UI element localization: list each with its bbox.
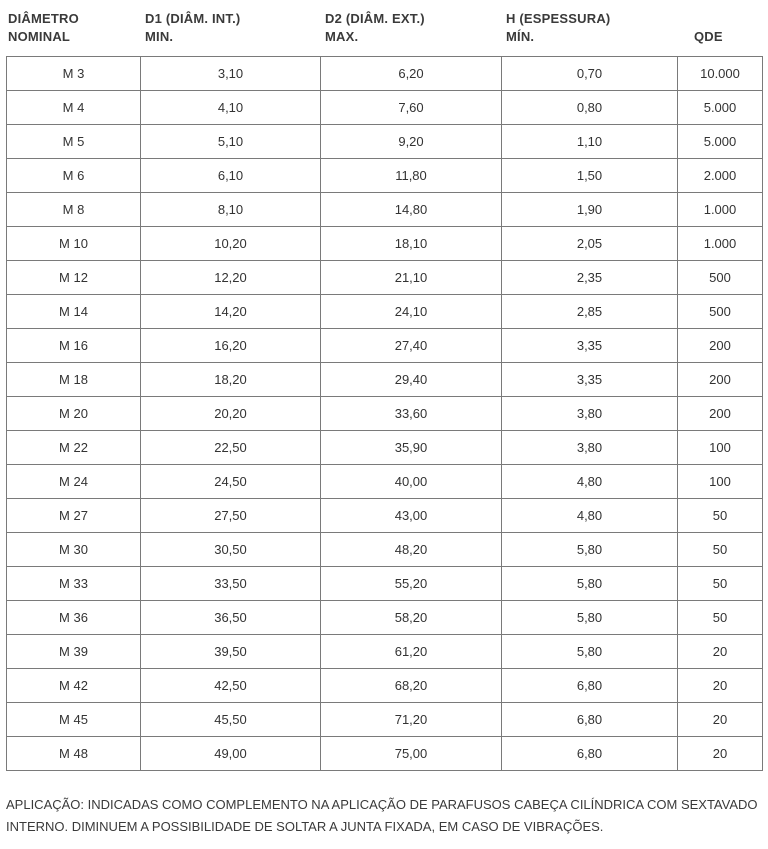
cell-d1-min: 45,50 xyxy=(141,703,321,737)
table-row xyxy=(7,567,763,601)
table-header xyxy=(6,10,762,56)
cell-diametro-nominal: M 36 xyxy=(7,601,141,635)
cell-d1-min: 33,50 xyxy=(141,567,321,601)
cell-d1-min: 6,10 xyxy=(141,159,321,193)
cell-h-min: 6,80 xyxy=(502,669,678,703)
header-label-line: D1 (DIÂM. INT.) xyxy=(145,11,241,26)
application-note-line: INTERNO. DIMINUEM A POSSIBILIDADE DE SOLTAR A JUNTA FIXADA, EM CASO DE VIBRAÇÕES. xyxy=(6,819,604,834)
cell-d1-min: 42,50 xyxy=(141,669,321,703)
table-row xyxy=(7,363,763,397)
cell-diametro-nominal: M 12 xyxy=(7,261,141,295)
cell-diametro-nominal: M 8 xyxy=(7,193,141,227)
cell-qde: 5.000 xyxy=(678,91,763,125)
cell-d1-min: 36,50 xyxy=(141,601,321,635)
cell-diametro-nominal: M 24 xyxy=(7,465,141,499)
cell-d2-max: 68,20 xyxy=(321,669,502,703)
cell-diametro-nominal: M 45 xyxy=(7,703,141,737)
header-label-line: NOMINAL xyxy=(8,29,71,44)
cell-qde: 5.000 xyxy=(678,125,763,159)
header-label-line: MIN. xyxy=(145,29,174,44)
cell-d1-min: 12,20 xyxy=(141,261,321,295)
cell-h-min: 6,80 xyxy=(502,703,678,737)
cell-qde: 200 xyxy=(678,329,763,363)
cell-qde: 500 xyxy=(678,261,763,295)
cell-d2-max: 11,80 xyxy=(321,159,502,193)
cell-d2-max: 24,10 xyxy=(321,295,502,329)
cell-d1-min: 8,10 xyxy=(141,193,321,227)
cell-diametro-nominal: M 30 xyxy=(7,533,141,567)
cell-h-min: 4,80 xyxy=(502,465,678,499)
cell-d1-min: 16,20 xyxy=(141,329,321,363)
cell-d1-min: 5,10 xyxy=(141,125,321,159)
cell-d2-max: 9,20 xyxy=(321,125,502,159)
cell-d1-min: 22,50 xyxy=(141,431,321,465)
cell-diametro-nominal: M 39 xyxy=(7,635,141,669)
table-row xyxy=(7,669,763,703)
cell-h-min: 0,80 xyxy=(502,91,678,125)
header-label-line: QDE xyxy=(694,29,723,44)
cell-d2-max: 33,60 xyxy=(321,397,502,431)
cell-diametro-nominal: M 27 xyxy=(7,499,141,533)
cell-d1-min: 27,50 xyxy=(141,499,321,533)
cell-diametro-nominal: M 4 xyxy=(7,91,141,125)
header-label-line: DIÂMETRO xyxy=(8,11,79,26)
cell-d2-max: 14,80 xyxy=(321,193,502,227)
cell-d2-max: 71,20 xyxy=(321,703,502,737)
header-label-line: D2 (DIÂM. EXT.) xyxy=(325,11,425,26)
table-row xyxy=(7,91,763,125)
cell-qde: 50 xyxy=(678,567,763,601)
cell-h-min: 3,80 xyxy=(502,431,678,465)
washer-dimensions-table xyxy=(6,56,763,771)
cell-diametro-nominal: M 16 xyxy=(7,329,141,363)
cell-d1-min: 14,20 xyxy=(141,295,321,329)
cell-d2-max: 61,20 xyxy=(321,635,502,669)
cell-d1-min: 18,20 xyxy=(141,363,321,397)
cell-qde: 20 xyxy=(678,635,763,669)
cell-qde: 100 xyxy=(678,431,763,465)
cell-d2-max: 75,00 xyxy=(321,737,502,771)
cell-h-min: 6,80 xyxy=(502,737,678,771)
cell-diametro-nominal: M 33 xyxy=(7,567,141,601)
cell-diametro-nominal: M 14 xyxy=(7,295,141,329)
cell-h-min: 5,80 xyxy=(502,567,678,601)
header-label-line: MAX. xyxy=(325,29,359,44)
cell-qde: 100 xyxy=(678,465,763,499)
cell-qde: 50 xyxy=(678,533,763,567)
cell-diametro-nominal: M 10 xyxy=(7,227,141,261)
cell-h-min: 5,80 xyxy=(502,635,678,669)
table-row xyxy=(7,227,763,261)
header-label-line: MÍN. xyxy=(506,29,535,44)
table-row xyxy=(7,57,763,91)
table-row xyxy=(7,193,763,227)
cell-qde: 20 xyxy=(678,737,763,771)
cell-h-min: 5,80 xyxy=(502,533,678,567)
application-note xyxy=(6,794,762,838)
cell-diametro-nominal: M 6 xyxy=(7,159,141,193)
table-row xyxy=(7,261,763,295)
cell-h-min: 2,05 xyxy=(502,227,678,261)
cell-h-min: 3,35 xyxy=(502,363,678,397)
header-label-line: H (ESPESSURA) xyxy=(506,11,611,26)
cell-d1-min: 30,50 xyxy=(141,533,321,567)
table-row xyxy=(7,159,763,193)
cell-h-min: 5,80 xyxy=(502,601,678,635)
cell-h-min: 2,35 xyxy=(502,261,678,295)
table-body xyxy=(7,57,763,771)
cell-d2-max: 55,20 xyxy=(321,567,502,601)
table-row xyxy=(7,329,763,363)
cell-d2-max: 58,20 xyxy=(321,601,502,635)
cell-diametro-nominal: M 18 xyxy=(7,363,141,397)
cell-qde: 20 xyxy=(678,669,763,703)
table-row xyxy=(7,465,763,499)
cell-d1-min: 24,50 xyxy=(141,465,321,499)
table-row xyxy=(7,635,763,669)
cell-d2-max: 27,40 xyxy=(321,329,502,363)
table-row xyxy=(7,125,763,159)
cell-d2-max: 43,00 xyxy=(321,499,502,533)
header-h xyxy=(506,10,610,46)
cell-qde: 1.000 xyxy=(678,193,763,227)
cell-h-min: 3,35 xyxy=(502,329,678,363)
cell-diametro-nominal: M 3 xyxy=(7,57,141,91)
table-row xyxy=(7,499,763,533)
cell-d1-min: 4,10 xyxy=(141,91,321,125)
cell-h-min: 1,90 xyxy=(502,193,678,227)
cell-diametro-nominal: M 20 xyxy=(7,397,141,431)
cell-qde: 50 xyxy=(678,499,763,533)
table-row xyxy=(7,737,763,771)
cell-d2-max: 48,20 xyxy=(321,533,502,567)
cell-d2-max: 40,00 xyxy=(321,465,502,499)
cell-h-min: 0,70 xyxy=(502,57,678,91)
cell-qde: 500 xyxy=(678,295,763,329)
cell-d1-min: 20,20 xyxy=(141,397,321,431)
table-row xyxy=(7,295,763,329)
cell-d2-max: 18,10 xyxy=(321,227,502,261)
table-row xyxy=(7,431,763,465)
header-d1 xyxy=(145,10,240,46)
table-row xyxy=(7,703,763,737)
cell-d2-max: 7,60 xyxy=(321,91,502,125)
cell-h-min: 1,50 xyxy=(502,159,678,193)
cell-d1-min: 10,20 xyxy=(141,227,321,261)
cell-qde: 200 xyxy=(678,363,763,397)
cell-h-min: 2,85 xyxy=(502,295,678,329)
cell-d2-max: 21,10 xyxy=(321,261,502,295)
cell-diametro-nominal: M 5 xyxy=(7,125,141,159)
header-qde xyxy=(694,28,723,46)
header-d2 xyxy=(325,10,425,46)
table-row xyxy=(7,601,763,635)
application-note-line: APLICAÇÃO: INDICADAS COMO COMPLEMENTO NA APLICAÇÃO DE PARAFUSOS CABEÇA CILÍNDRICA COM SEXTAVADO xyxy=(6,797,758,812)
cell-h-min: 4,80 xyxy=(502,499,678,533)
cell-qde: 200 xyxy=(678,397,763,431)
cell-d1-min: 49,00 xyxy=(141,737,321,771)
cell-h-min: 1,10 xyxy=(502,125,678,159)
cell-qde: 1.000 xyxy=(678,227,763,261)
cell-qde: 10.000 xyxy=(678,57,763,91)
table-row xyxy=(7,533,763,567)
cell-qde: 20 xyxy=(678,703,763,737)
cell-diametro-nominal: M 48 xyxy=(7,737,141,771)
cell-d2-max: 35,90 xyxy=(321,431,502,465)
cell-diametro-nominal: M 22 xyxy=(7,431,141,465)
cell-d1-min: 39,50 xyxy=(141,635,321,669)
cell-diametro-nominal: M 42 xyxy=(7,669,141,703)
cell-d2-max: 6,20 xyxy=(321,57,502,91)
table-row xyxy=(7,397,763,431)
cell-d2-max: 29,40 xyxy=(321,363,502,397)
cell-qde: 2.000 xyxy=(678,159,763,193)
cell-d1-min: 3,10 xyxy=(141,57,321,91)
header-diametro-nominal xyxy=(8,10,79,46)
cell-qde: 50 xyxy=(678,601,763,635)
cell-h-min: 3,80 xyxy=(502,397,678,431)
